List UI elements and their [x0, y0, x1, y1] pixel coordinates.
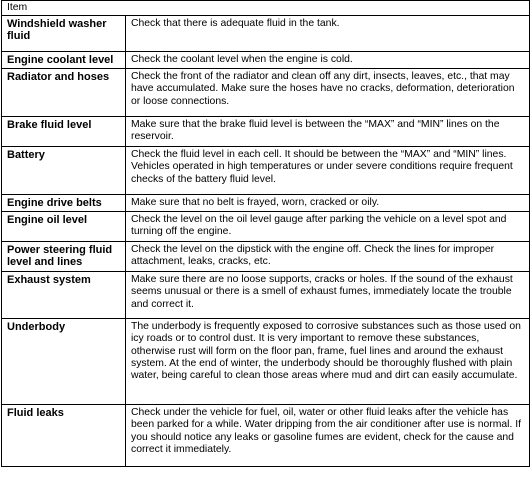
table-row [2, 242, 530, 272]
table-row [2, 117, 530, 147]
item-name-cell: Engine coolant level [2, 52, 126, 69]
table-row [2, 405, 530, 467]
item-description-cell: Make sure there are no loose supports, cracks or holes. If the sound of the exhaust seems unusual or there is a smell of exhaust fumes, immediately locate the trouble and correct it. [126, 272, 530, 319]
item-name-cell: Exhaust system [2, 272, 126, 319]
table-body [2, 1, 530, 467]
item-name-cell: Radiator and hoses [2, 69, 126, 117]
item-description-cell: Make sure that the brake fluid level is between the “MAX” and “MIN” lines on the reservoir. [126, 117, 530, 147]
item-column-header: Item [2, 1, 530, 16]
item-name-cell: Brake fluid level [2, 117, 126, 147]
item-description-cell: Check the front of the radiator and clean off any dirt, insects, leaves, etc., that may have accumulated. Make sure the hoses have no cracks, deformation, deterioration or loose connections. [126, 69, 530, 117]
item-description-cell: Check that there is adequate fluid in the tank. [126, 16, 530, 52]
item-name-cell: Engine oil level [2, 212, 126, 242]
item-name-cell: Underbody [2, 319, 126, 405]
item-description-cell: Check the level on the dipstick with the engine off. Check the lines for improper attachment, leaks, cracks, etc. [126, 242, 530, 272]
table-row [2, 147, 530, 195]
item-description-cell: Check the level on the oil level gauge after parking the vehicle on a level spot and turning off the engine. [126, 212, 530, 242]
item-name-cell: Engine drive belts [2, 195, 126, 212]
item-name-cell: Battery [2, 147, 126, 195]
item-description-cell: Make sure that no belt is frayed, worn, cracked or oily. [126, 195, 530, 212]
table-row [2, 212, 530, 242]
table-header-row [2, 1, 530, 16]
item-description-cell: Check under the vehicle for fuel, oil, water or other fluid leaks after the vehicle has been parked for a while. Water dripping from the air conditioner after use is normal. If you should notice any leaks or gasoline fumes are evident, check for the cause and correct it immediately. [126, 405, 530, 467]
table-row [2, 69, 530, 117]
inspection-table [1, 0, 530, 467]
item-description-cell: The underbody is frequently exposed to corrosive substances such as those used on icy roads or to control dust. It is very important to remove these substances, otherwise rust will form on the floor pan, frame, fuel lines and around the exhaust system. At the end of winter, the underbody should be thoroughly flushed with plain water, being careful to clean those areas where mud and dirt can easily accumulate. [126, 319, 530, 405]
table-row [2, 272, 530, 319]
table-row [2, 319, 530, 405]
item-name-cell: Power steering fluid level and lines [2, 242, 126, 272]
table-row [2, 52, 530, 69]
table-row [2, 16, 530, 52]
item-name-cell: Windshield washer fluid [2, 16, 126, 52]
item-description-cell: Check the fluid level in each cell. It should be between the “MAX” and “MIN” lines. Vehicles operated in high temperatures or under severe conditions require frequent checks of the battery fluid level. [126, 147, 530, 195]
item-name-cell: Fluid leaks [2, 405, 126, 467]
table-row [2, 195, 530, 212]
item-description-cell: Check the coolant level when the engine is cold. [126, 52, 530, 69]
